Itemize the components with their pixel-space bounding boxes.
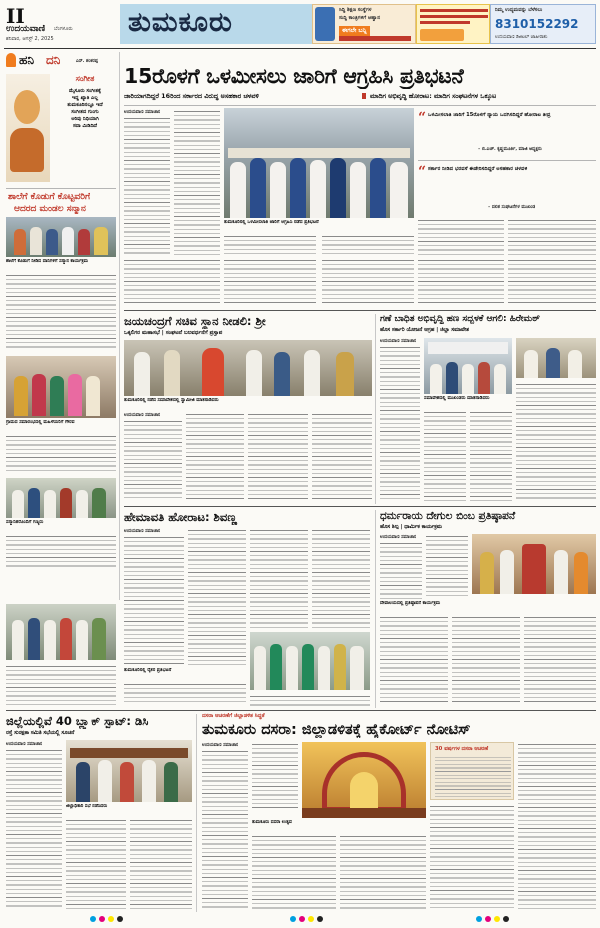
quote-mark-icon: “ bbox=[418, 164, 427, 180]
hiremath-photo bbox=[424, 338, 512, 394]
main-subhead bbox=[124, 92, 596, 103]
main-body-col11 bbox=[508, 258, 596, 306]
main-subhead-right: ಮಾದಿಗ ಅಭಿವೃದ್ಧಿ ಹೋರಾಟ: ಮಾದಿಗ ಸಂಘಟನೆಗಳ ಒಕ್ಕೂಟ bbox=[370, 92, 497, 100]
jayachandra-caption: ತುಮಕೂರಿನಲ್ಲಿ ನಡೆದ ಸಮಾವೇಶದಲ್ಲಿ ಸ್ವಾಮೀಜಿ ಮಾತನಾಡಿದರು bbox=[124, 398, 219, 403]
photo-base bbox=[302, 808, 426, 818]
main-body-col4 bbox=[322, 234, 414, 256]
issue-date: ಶನಿವಾರ, ಆಗಸ್ಟ್ 2, 2025 bbox=[6, 36, 54, 42]
photo-person bbox=[68, 374, 82, 416]
main-headline: 15ರೊಳಗೆ ಒಳಮೀಸಲು ಜಾರಿಗೆ ಆಗ್ರಹಿಸಿ ಪ್ರತಿಭಟನೆ bbox=[124, 64, 464, 88]
dc-body-col2 bbox=[66, 818, 126, 910]
dasara-byline: ಉದಯವಾಣಿ ಸಮಾಚಾರ bbox=[202, 743, 239, 748]
left-story1-body bbox=[6, 273, 116, 351]
jayachandra-body-col4 bbox=[312, 412, 372, 501]
jayachandra-body-col3 bbox=[248, 412, 308, 501]
dasara-body-col3 bbox=[252, 834, 336, 910]
photo-person bbox=[230, 162, 246, 218]
illustration-figure bbox=[14, 90, 40, 124]
main-photo-caption: ತುಮಕೂರಿನಲ್ಲಿ ಒಳಮೀಸಲಾತಿ ಜಾರಿಗೆ ಆಗ್ರಹಿಸಿ ನಡೆದ ಪ್ರತಿಭಟನೆ bbox=[224, 220, 319, 225]
main-body-col3 bbox=[224, 234, 316, 256]
hiremath-byline: ಉದಯವಾಣಿ ಸಮಾಚಾರ bbox=[380, 339, 417, 344]
dharmaraya-photo bbox=[472, 534, 596, 594]
dc-body-col1 bbox=[6, 748, 62, 910]
hiremath-body-col1 bbox=[380, 345, 420, 501]
photo-person bbox=[44, 490, 56, 518]
dc-headline: ಜಿಲ್ಲೆಯಲ್ಲಿವೆ 40 ಬ್ಲ್ಯಾಕ್ ಸ್ಪಾಟ್: ಡಿಸಿ bbox=[6, 714, 149, 728]
dc-caption: ಜಿಲ್ಲಾಧಿಕಾರಿ ಸಭೆ ನಡೆಸಿದರು bbox=[66, 804, 108, 809]
photo-person bbox=[60, 618, 72, 660]
hemavati-caption: ತುಮಕೂರಿನಲ್ಲಿ ರೈತರ ಪ್ರತಿಭಟನೆ bbox=[124, 668, 172, 673]
separator bbox=[362, 93, 366, 99]
hiremath-subhead: ಹೊಸ ಸರ್ಕಾರಿ ಯೋಜನೆ ಆಗ್ರಹ | ಜಿಲ್ಲಾ ಸಮಾವೇಶ bbox=[380, 327, 470, 333]
photo-person bbox=[92, 488, 106, 518]
main-body-col2 bbox=[174, 109, 220, 255]
dasara-body-col4 bbox=[340, 834, 426, 910]
photo-person bbox=[14, 229, 26, 255]
main-body-col1 bbox=[124, 116, 170, 254]
ad-rule bbox=[420, 21, 470, 24]
photo-person bbox=[318, 646, 330, 690]
left-story1-headline-2: ಆದರದ ಮಂಡಲ ಸನ್ಮಾನ bbox=[14, 204, 86, 214]
main-quote-2 bbox=[418, 164, 596, 214]
photo-person bbox=[28, 618, 40, 660]
hiremath-body-col4 bbox=[516, 382, 596, 501]
jayachandra-body-col2 bbox=[186, 412, 244, 501]
dharmaraya-byline: ಉದಯವಾಣಿ ಸಮಾಚಾರ bbox=[380, 535, 417, 540]
photo-person bbox=[574, 552, 588, 594]
jayachandra-body-col1 bbox=[124, 419, 182, 501]
photo-person bbox=[290, 158, 306, 218]
cmyk-dot bbox=[308, 916, 314, 922]
photo-person bbox=[446, 362, 458, 394]
photo-shrine bbox=[522, 544, 546, 594]
dasara-box-body bbox=[435, 755, 511, 797]
left-story1-headline-1: ಶಾಲೆಗೆ ಕೊಡುಗೆ ಕೊಟ್ಟವರಿಗೆ bbox=[8, 192, 91, 202]
dasara-box-title: 30 ವರ್ಷಗಳ ದಸರಾ ಆಚರಣೆ bbox=[435, 746, 489, 752]
ad-rule bbox=[420, 9, 488, 12]
left-story3-body bbox=[6, 534, 116, 570]
photo-person bbox=[286, 646, 298, 690]
photo-person bbox=[270, 162, 286, 218]
main-protest-photo bbox=[224, 108, 414, 218]
column-rule bbox=[196, 714, 197, 912]
poem-line: ತುಮಕೂರಿನಲ್ಲೂ ಇದೆ bbox=[67, 102, 103, 108]
photo-banner bbox=[228, 148, 410, 158]
photo-person bbox=[500, 550, 514, 594]
photo-person bbox=[14, 376, 28, 416]
school-ad[interactable] bbox=[312, 4, 416, 44]
ad-badge bbox=[420, 29, 464, 41]
print-registration-marks bbox=[90, 914, 510, 924]
photo-person bbox=[246, 350, 262, 396]
dc-body-col3 bbox=[130, 818, 192, 910]
dc-subhead: ರಸ್ತೆ ಸುರಕ್ಷತಾ ಸಮಿತಿ ಸಭೆಯಲ್ಲಿ ಸೂಚನೆ bbox=[6, 730, 75, 736]
hemavati-body-col5 bbox=[124, 682, 246, 704]
poem-line: ಸಂಗೀತದ ಗುಂಗು bbox=[71, 109, 99, 115]
poem-title: ಸಂಗೀತ bbox=[75, 74, 95, 83]
dharmaraya-caption: ದೇವಾಲಯದಲ್ಲಿ ಪ್ರತಿಷ್ಠಾಪನೆ ಕಾರ್ಯಕ್ರಮ bbox=[380, 601, 441, 606]
photo-person bbox=[120, 762, 134, 802]
photo-person bbox=[142, 760, 156, 802]
left-story2-photo bbox=[6, 356, 116, 418]
photo-person bbox=[12, 490, 24, 518]
left-story2-caption: ಗ್ರಾಮದ ಸಮಾರಂಭದಲ್ಲಿ ಮಹಿಳೆಯರಿಗೆ ಗೌರವ bbox=[6, 420, 75, 425]
cmyk-dot bbox=[503, 916, 509, 922]
dharmaraya-body-col2 bbox=[426, 534, 468, 599]
hemavati-headline: ಹೇಮಾವತಿ ಹೋರಾಟ: ಶಿವಣ್ಣ bbox=[124, 510, 238, 524]
photo-person bbox=[330, 158, 346, 218]
photo-person bbox=[62, 227, 74, 255]
photo-person bbox=[98, 760, 112, 802]
divider bbox=[124, 105, 596, 106]
dasara-caption: ತುಮಕೂರು ದಸರಾ ಉತ್ಸವ bbox=[252, 820, 292, 825]
hemavati-body-col2 bbox=[188, 528, 246, 665]
city-tag: ಬೆಂಗಳೂರು bbox=[54, 26, 73, 32]
photo-person bbox=[478, 362, 490, 394]
column-rule bbox=[375, 510, 376, 708]
cmyk-dot bbox=[476, 916, 482, 922]
dasara-headline: ತುಮಕೂರು ದಸರಾ: ಜಿಲ್ಲಾಡಳಿತಕ್ಕೆ ಹೈಕೋರ್ಟ್ ನೋಟಿಸ್ bbox=[202, 722, 471, 738]
photo-person bbox=[334, 644, 346, 690]
hiremath-headline: ಗಣೆ ಬಾಧಿತ ಅಭಿವೃದ್ಧಿ ಹಣ ಸದ್ಬಳಕೆ ಆಗಲಿ: ಹಿರೇಮಠ್ bbox=[380, 314, 540, 324]
illustration-body bbox=[10, 128, 44, 172]
dharmaraya-body-col3 bbox=[380, 615, 448, 705]
photo-person bbox=[12, 620, 24, 660]
honey-author: ಎಸ್. ಶಂಕರಪ್ಪ bbox=[76, 59, 99, 64]
divider bbox=[124, 310, 596, 311]
masthead-rule bbox=[4, 48, 596, 49]
main-body-col7 bbox=[124, 258, 220, 306]
left-story3-caption: ಸನ್ಮಾನಿತರೊಂದಿಗೆ ಗಣ್ಯರು bbox=[6, 520, 44, 525]
cmyk-dot bbox=[117, 916, 123, 922]
ad1-line1: ಸಿದ್ಧಿ ಶಿಕ್ಷಣ ಸಂಸ್ಥೆಗಳ bbox=[339, 7, 372, 13]
photo-person bbox=[50, 376, 64, 416]
dharmaraya-subhead: ಹೊಸ ಶಿಲ್ಪ | ಧಾರ್ಮಿಕ ಕಾರ್ಯಕ್ರಮ bbox=[380, 524, 442, 530]
jayachandra-headline: ಜಯಚಂದ್ರಗೆ ಸಚಿವ ಸ್ಥಾನ ನೀಡಲಿ: ಶ್ರೀ bbox=[124, 314, 266, 328]
divider bbox=[418, 160, 596, 161]
left-story1-photo bbox=[6, 217, 116, 257]
photo-banner bbox=[428, 342, 508, 354]
photo-person bbox=[568, 350, 582, 378]
hemavati-photo bbox=[250, 632, 370, 690]
honey-drop-icon bbox=[6, 53, 16, 67]
jayachandra-photo bbox=[124, 340, 372, 396]
photo-person bbox=[270, 644, 282, 690]
left-story4-body bbox=[6, 664, 116, 706]
jayachandra-byline: ಉದಯವಾಣಿ ಸಮಾಚಾರ bbox=[124, 413, 161, 418]
dasara-body-col2 bbox=[252, 742, 298, 808]
section-band bbox=[120, 4, 312, 44]
dasara-body-col5 bbox=[430, 804, 514, 910]
hiremath-body-col2 bbox=[424, 410, 466, 501]
left-story4-photo bbox=[6, 604, 116, 660]
dharmaraya-body-col4 bbox=[452, 615, 520, 705]
left-story2-body bbox=[6, 434, 116, 474]
poem-line: ಇದ್ದ ಖ್ಯಾತಿ ಎಲ್ಲ bbox=[71, 95, 99, 101]
poem-line: ಅರಿವು ನಿಧಿಯಾಗಿ bbox=[71, 116, 99, 122]
edition-numeral: II bbox=[6, 4, 25, 28]
quote2-text: ಸರ್ಕಾರ ನೀಡಿದ ಭರವಸೆ ಈಡೇರಿಸದಿದ್ದರೆ ಅಸಹಕಾರ ಚಳವಳಿ bbox=[428, 166, 528, 172]
photo-person bbox=[302, 644, 314, 690]
photo-person bbox=[202, 348, 224, 396]
column-rule bbox=[119, 52, 120, 600]
quote2-author: – ದಲಿತ ಸಂಘಟನೆಗಳ ಮುಖಂಡ bbox=[488, 205, 536, 210]
photo-person bbox=[524, 350, 538, 378]
dc-byline: ಉದಯವಾಣಿ ಸಮಾಚಾರ bbox=[6, 742, 43, 747]
main-body-col5 bbox=[418, 218, 504, 256]
digital-ad[interactable] bbox=[490, 4, 596, 44]
photo-person bbox=[134, 352, 150, 396]
honey-dani-brand bbox=[6, 52, 116, 70]
dasara-info-box bbox=[430, 742, 514, 800]
paper-name: ಉದಯವಾಣಿ bbox=[6, 24, 46, 34]
left-story1-caption: ಶಾಲೆಗೆ ಕೊಡುಗೆ ನೀಡಿದ ದಾನಿಗಳಿಗೆ ಸನ್ಮಾನ ಕಾರ್ಯಕ್ರಮ bbox=[6, 259, 89, 264]
photo-person bbox=[554, 550, 568, 594]
poem-line: ಮೈಸೂರು ಸಂಗೀತಕ್ಕೆ bbox=[69, 88, 101, 94]
hemavati-body-col4 bbox=[312, 528, 370, 628]
photo-person bbox=[390, 162, 408, 218]
photo-person bbox=[76, 620, 88, 660]
ad1-stripe bbox=[339, 36, 411, 41]
photo-person bbox=[30, 227, 42, 255]
photo-person bbox=[94, 227, 108, 255]
dc-photo bbox=[66, 740, 192, 802]
section-title: ತುಮಕೂರು bbox=[128, 7, 233, 38]
hemavati-body-col1 bbox=[124, 535, 184, 665]
poem-line: ಸದಾ ಮಿಡಿದಿದೆ bbox=[73, 123, 97, 129]
hiremath-photo-2 bbox=[516, 338, 596, 378]
jayachandra-subhead: ಒಕ್ಕಲಿಗರ ಮಹಾಸಭೆ | ಸಂಘಟನೆ ಬಲವರ್ಧನೆಗೆ ಪ್ರಸ್ತಾಪ bbox=[124, 330, 223, 336]
phone-illustration bbox=[315, 7, 335, 41]
divider bbox=[6, 188, 116, 189]
divider bbox=[124, 506, 596, 507]
main-byline: ಉದಯವಾಣಿ ಸಮಾಚಾರ bbox=[124, 110, 161, 115]
photo-person bbox=[86, 376, 100, 416]
dasara-body-col6 bbox=[518, 742, 596, 910]
photo-person bbox=[76, 762, 90, 802]
photo-person bbox=[164, 350, 180, 396]
cmyk-dot bbox=[299, 916, 305, 922]
photo-table bbox=[70, 748, 188, 758]
main-body-col9 bbox=[322, 258, 414, 306]
photo-person bbox=[254, 646, 266, 690]
cmyk-dot bbox=[108, 916, 114, 922]
photo-person bbox=[76, 490, 88, 518]
hiremath-caption: ಸಮಾವೇಶದಲ್ಲಿ ಮುಖಂಡರು ಮಾತನಾಡಿದರು bbox=[424, 396, 490, 401]
photo-person bbox=[462, 364, 474, 394]
dasara-photo bbox=[302, 742, 426, 818]
photo-person bbox=[350, 646, 364, 690]
photo-person bbox=[546, 348, 560, 378]
quote1-author: – ಬಿ.ಎಚ್. ಕೃಷ್ಣಮೂರ್ತಿ, ಮಾಜಿ ಅಧ್ಯಕ್ಷರು bbox=[478, 147, 542, 152]
photo-person bbox=[164, 762, 178, 802]
hemavati-byline: ಉದಯವಾಣಿ ಸಮಾಚಾರ bbox=[124, 529, 161, 534]
photo-person bbox=[274, 352, 290, 396]
main-body-col8 bbox=[224, 258, 316, 306]
photo-person bbox=[370, 158, 386, 218]
main-body-col6 bbox=[508, 218, 596, 256]
divider bbox=[6, 710, 596, 711]
cmyk-dot bbox=[485, 916, 491, 922]
brand-suffix: ದನಿ bbox=[46, 53, 61, 67]
photo-person bbox=[336, 352, 354, 396]
ad2-line1: ನಿಮ್ಮ ಉದ್ಯಮವನ್ನು ಬೆಳೆಸಲು bbox=[495, 7, 543, 13]
ad2-phone[interactable]: 8310152292 bbox=[495, 17, 579, 31]
dasara-body-col1 bbox=[202, 749, 248, 909]
masthead-logo bbox=[6, 4, 92, 42]
jewellery-ad[interactable] bbox=[416, 4, 490, 44]
cmyk-dot bbox=[494, 916, 500, 922]
photo-person bbox=[494, 364, 506, 394]
cmyk-dot bbox=[317, 916, 323, 922]
photo-person bbox=[480, 552, 494, 594]
photo-person bbox=[44, 620, 56, 660]
cmyk-dot bbox=[90, 916, 96, 922]
photo-person bbox=[250, 158, 266, 218]
dharmaraya-body-col1 bbox=[380, 541, 422, 599]
main-subhead-left: ಜಾರಿಯಾಗದಿದ್ದರೆ 16ರಿಂದ ಸರ್ಕಾರದ ವಿರುದ್ಧ ಅಸಹಕಾರ ಚಳವಳಿ bbox=[124, 92, 259, 100]
photo-person bbox=[46, 229, 58, 255]
cmyk-dot bbox=[290, 916, 296, 922]
dharmaraya-headline: ಧರ್ಮರಾಯ ದೇಗುಲ ಬಿಂಬ ಪ್ರತಿಷ್ಠಾಪನೆ bbox=[380, 510, 516, 522]
honey-poem bbox=[54, 74, 116, 184]
ad2-line2: ಉದಯವಾಣಿ ಡಿಜಿಟಲ್ ಜಾಹೀರಾತು bbox=[495, 35, 548, 40]
quote1-text: ಒಳಮೀಸಲಾತಿ ಜಾರಿಗೆ 15ರೊಳಗೆ ನ್ಯಾಯ ಒದಗಿಸದಿದ್ದರೆ ಹೋರಾಟ ತೀವ್ರ bbox=[428, 112, 551, 118]
photo-idol bbox=[350, 772, 378, 812]
photo-person bbox=[430, 364, 442, 394]
cmyk-dot bbox=[99, 916, 105, 922]
photo-person bbox=[78, 229, 90, 255]
photo-person bbox=[92, 618, 106, 660]
photo-person bbox=[60, 488, 72, 518]
honey-illustration bbox=[6, 74, 50, 182]
photo-person bbox=[32, 374, 46, 416]
main-quote-1 bbox=[418, 110, 596, 156]
hiremath-body-col3 bbox=[470, 410, 512, 501]
left-story3-photo bbox=[6, 478, 116, 518]
quote-mark-icon: “ bbox=[418, 110, 427, 126]
photo-person bbox=[304, 350, 320, 396]
column-rule bbox=[375, 314, 376, 504]
dasara-kicker: ದಸರಾ ಆಚರಣೆಗೆ ಜಿಲ್ಲಾಡಳಿತ ಸಿದ್ಧತೆ bbox=[202, 713, 265, 719]
ad1-cta: ಈಗಲೇ ಬನ್ನಿ bbox=[339, 26, 370, 36]
photo-person bbox=[28, 488, 40, 518]
ad-rule bbox=[420, 15, 488, 18]
photo-person bbox=[350, 162, 366, 218]
dharmaraya-body-col5 bbox=[524, 615, 596, 705]
main-body-col10 bbox=[418, 258, 504, 306]
brand-prefix: ಹನಿ bbox=[19, 53, 34, 67]
hemavati-body-col3 bbox=[250, 528, 308, 628]
ad1-line2: ಸುದ್ದಿ ಕಾಂತ್ರಿಗಳಿಗೆ ಆಹ್ವಾನ bbox=[339, 15, 381, 21]
hemavati-body-col6 bbox=[250, 694, 370, 706]
photo-person bbox=[310, 160, 326, 218]
